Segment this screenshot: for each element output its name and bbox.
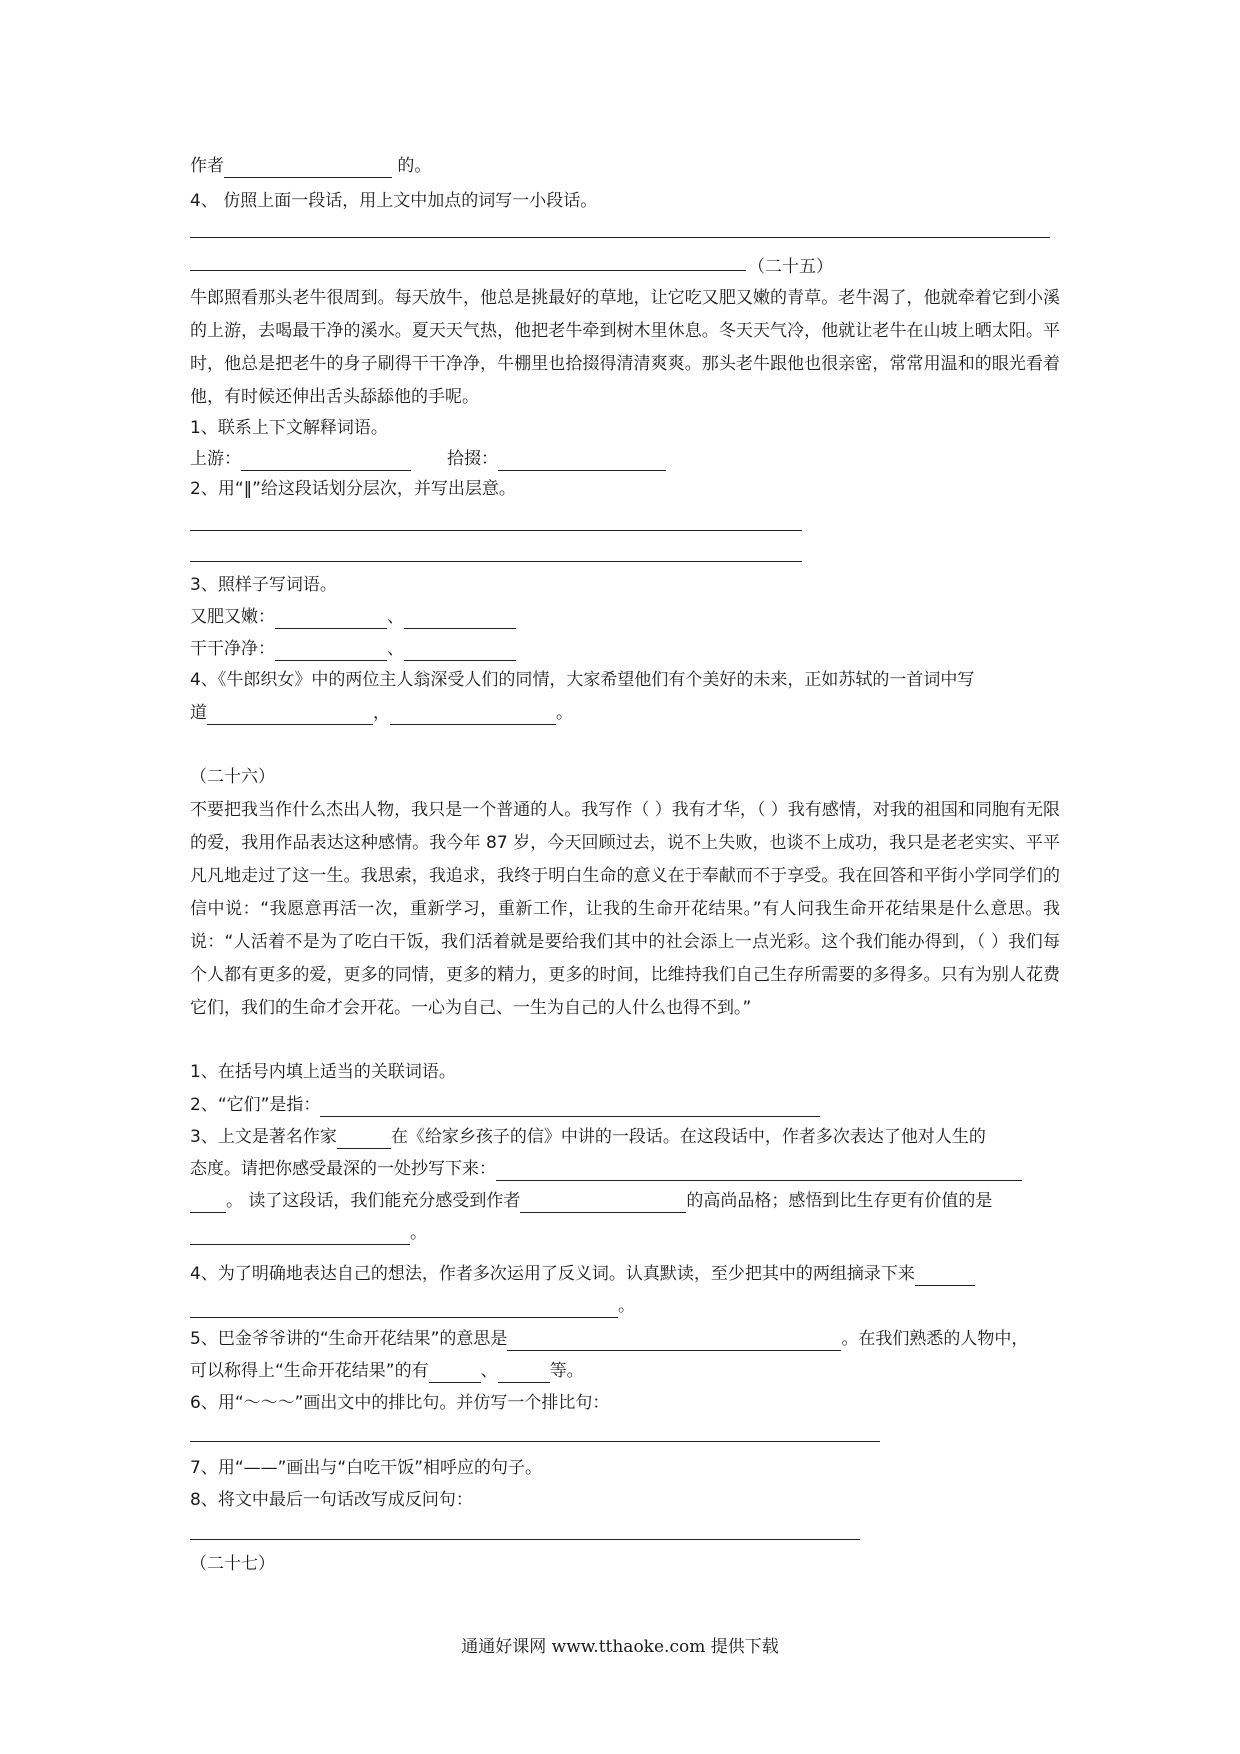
answer-line[interactable] bbox=[190, 561, 802, 562]
s25-q4: 4、《牛郎织女》中的两位主人翁深受人们的同情，大家希望他们有个美好的未来，正如苏轼的一首词中写 bbox=[190, 670, 975, 690]
s26-q3-d: 。 读了这段话，我们能充分感受到作者 bbox=[226, 1191, 521, 1211]
s25-q3-label-b: 干干净净： bbox=[190, 639, 275, 659]
s26-q5-c: 可以称得上“生命开花结果”的有 bbox=[190, 1361, 429, 1381]
s25-heading: （二十五） bbox=[748, 257, 833, 277]
separator: 、 bbox=[387, 607, 404, 627]
answer-blank[interactable] bbox=[404, 642, 516, 661]
answer-blank[interactable] bbox=[915, 1267, 975, 1286]
s24-q3-line bbox=[190, 154, 431, 178]
s26-q2: 2、“它们”是指： bbox=[190, 1095, 321, 1115]
s26-q8: 8、将文中最后一句话改写成反问句： bbox=[190, 1490, 473, 1510]
period: 。 bbox=[556, 703, 573, 723]
s25-q3-row-a bbox=[190, 605, 516, 629]
s26-q3-line3 bbox=[190, 1189, 992, 1213]
answer-blank[interactable] bbox=[520, 1194, 686, 1213]
s26-q3-e: 的高尚品格；感悟到比生存更有价值的是 bbox=[686, 1191, 993, 1211]
s25-passage: 牛郎照看那头老牛很周到。每天放牛，他总是挑最好的草地，让它吃又肥又嫩的青草。老牛渴了，他就牵着它到小溪的上游，去喝最干净的溪水。夏天天气热，他把老牛牵到树木里休息。冬天天气冷，他就让老牛在山坡上晒太阳。平时，他总是把老牛的身子刷得干干净净，牛棚里也拾掇得清清爽爽。那头老牛跟他也很亲密，常常用温和的眼光看着他，有时候还伸出舌头舔舔他的手呢。 bbox=[190, 288, 1060, 407]
s25-q4-b: 道 bbox=[190, 703, 207, 723]
s26-q7: 7、用“——”画出与“白吃干饭”相呼应的句子。 bbox=[190, 1458, 543, 1478]
s25-q1: 1、联系上下文解释词语。 bbox=[190, 418, 388, 438]
s25-q2: 2、用“‖”给这段话划分层次，并写出层意。 bbox=[190, 479, 516, 499]
s26-q4: 4、为了明确地表达自己的想法，作者多次运用了反义词。认真默读，至少把其中的两组摘录下来 bbox=[190, 1264, 915, 1284]
comma: ， bbox=[373, 703, 390, 723]
answer-blank[interactable] bbox=[275, 610, 387, 629]
period: 。 bbox=[618, 1296, 635, 1316]
answer-line[interactable] bbox=[190, 1539, 860, 1540]
s26-q3-line2 bbox=[190, 1157, 1022, 1181]
s26-heading: （二十六） bbox=[190, 767, 275, 787]
answer-blank[interactable] bbox=[337, 1130, 391, 1149]
s26-q6: 6、用“～～～”画出文中的排比句。并仿写一个排比句： bbox=[190, 1393, 610, 1413]
answer-blank[interactable] bbox=[496, 1162, 1022, 1181]
s25-q1-answers bbox=[190, 447, 666, 471]
answer-blank[interactable] bbox=[498, 452, 666, 471]
s26-q1: 1、在括号内填上适当的关联词语。 bbox=[190, 1062, 456, 1082]
answer-line[interactable] bbox=[190, 237, 1050, 238]
s26-q4-line2 bbox=[190, 1294, 635, 1318]
s24-q3-post: 的。 bbox=[397, 156, 432, 176]
s26-q5-line2 bbox=[190, 1359, 584, 1383]
answer-blank[interactable] bbox=[429, 1364, 481, 1383]
s25-q3-label-a: 又肥又嫩： bbox=[190, 607, 275, 627]
s26-q3-line4 bbox=[190, 1221, 427, 1245]
s25-q3-row-b bbox=[190, 637, 516, 661]
s26-q5-line1 bbox=[190, 1327, 1028, 1351]
s26-q5-d: 等。 bbox=[549, 1361, 584, 1381]
separator: 、 bbox=[387, 639, 404, 659]
s26-q3-a: 3、上文是著名作家 bbox=[190, 1127, 337, 1147]
answer-line[interactable] bbox=[190, 270, 746, 271]
s27-heading: （二十七） bbox=[190, 1554, 275, 1574]
answer-blank[interactable] bbox=[190, 1299, 618, 1318]
s26-q4-line1 bbox=[190, 1262, 975, 1286]
page-footer: 通通好课网 www.tthaoke.com 提供下载 bbox=[461, 1637, 779, 1657]
answer-blank[interactable] bbox=[190, 1194, 226, 1213]
s26-q2-line bbox=[190, 1093, 820, 1117]
s26-q3-line1 bbox=[190, 1125, 986, 1149]
separator: 、 bbox=[480, 1361, 498, 1381]
s25-q1-label-b: 拾掇： bbox=[447, 449, 498, 469]
s24-q3-pre: 作者 bbox=[190, 156, 224, 176]
s25-q4-line2 bbox=[190, 701, 573, 725]
answer-blank[interactable] bbox=[241, 452, 411, 471]
period: 。 bbox=[410, 1223, 427, 1243]
answer-blank[interactable] bbox=[320, 1098, 820, 1117]
answer-blank[interactable] bbox=[207, 706, 373, 725]
answer-line[interactable] bbox=[190, 530, 802, 531]
answer-blank[interactable] bbox=[498, 1364, 550, 1383]
answer-blank[interactable] bbox=[507, 1332, 841, 1351]
s26-q5-a: 5、巴金爷爷讲的“生命开花结果”的意思是 bbox=[190, 1329, 508, 1349]
answer-blank[interactable] bbox=[224, 159, 392, 178]
s26-q3-b: 在《给家乡孩子的信》中讲的一段话。在这段话中，作者多次表达了他对人生的 bbox=[390, 1127, 986, 1147]
answer-blank[interactable] bbox=[404, 610, 516, 629]
s26-passage: 不要把我当作什么杰出人物，我只是一个普通的人。我写作（ ）我有才华，（ ）我有感情，对我的祖国和同胞有无限的爱，我用作品表达这种感情。我今年 87 岁，今天回顾过去，说不上失败，也谈不上成功，我只是老老实实、平平凡凡地走过了这一生。我思索，我追求，我终于明白生命的意义在于奉献而不于享受。我在回答和平街小学同学们的信中说：“我愿意再活一次，重新学习，重新工作，让我的生命开花结果。”有人问我生命开花结果是什么意思。我说：“人活着不是为了吃白干饭，我们活着就是要给我们其中的社会添上一点光彩。这个我们能办得到，（ ）我们每个人都有更多的爱，更多的同情，更多的精力，更多的时间，比维持我们自己生存所需要的多得多。只有为别人花费它们，我们的生命才会开花。一心为自己、一生为自己的人什么也得不到。” bbox=[190, 800, 1060, 1018]
answer-line[interactable] bbox=[190, 1441, 880, 1442]
answer-blank[interactable] bbox=[190, 1226, 410, 1245]
s26-q5-b: 。在我们熟悉的人物中， bbox=[841, 1329, 1029, 1349]
answer-blank[interactable] bbox=[390, 706, 556, 725]
s24-q4: 4、 仿照上面一段话，用上文中加点的词写一小段话。 bbox=[190, 191, 598, 211]
s26-q3-c: 态度。请把你感受最深的一处抄写下来： bbox=[190, 1159, 496, 1179]
s25-q3: 3、照样子写词语。 bbox=[190, 575, 337, 595]
s25-q1-label-a: 上游： bbox=[190, 449, 241, 469]
answer-blank[interactable] bbox=[275, 642, 387, 661]
